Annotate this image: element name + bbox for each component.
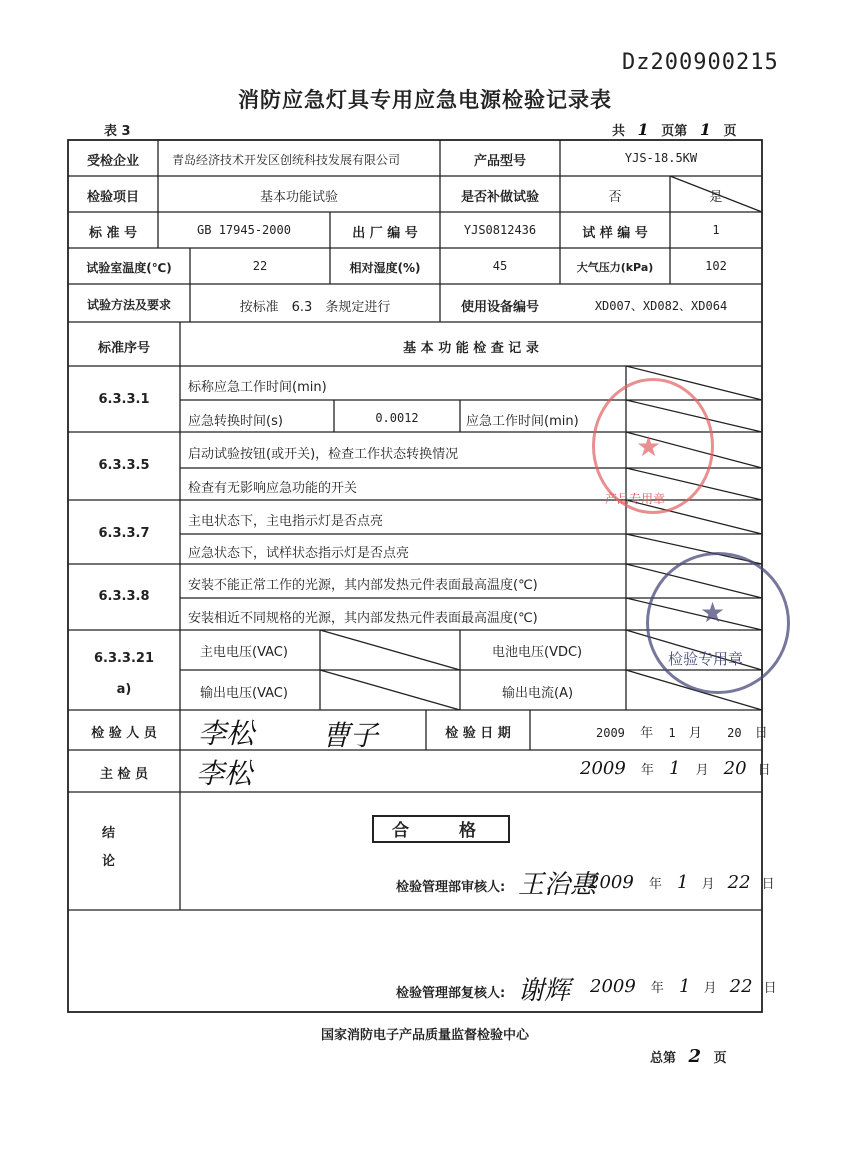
footer-total-num: 2 (688, 1046, 702, 1067)
footer-total (650, 1046, 727, 1067)
recheck-date (590, 976, 777, 997)
clause-6335: 6.3.3.5 (98, 458, 150, 473)
blue-seal-star-icon: ★ (700, 596, 726, 629)
chief-month: 1 (669, 758, 681, 779)
review-month-unit: 月 (701, 877, 715, 892)
recheck-month: 1 (679, 976, 691, 997)
model-label: 产品型号 (473, 154, 526, 169)
chief-day-unit: 日 (757, 763, 771, 778)
emergency-time-label: 应急工作时间(min) (466, 414, 579, 429)
main-voltage-label: 主电电压(VAC) (200, 645, 288, 660)
clause-6338: 6.3.3.8 (98, 589, 150, 604)
temp-label: 试验室温度(℃) (86, 261, 172, 275)
inspection-month: 1 (668, 726, 676, 740)
red-seal-star-icon: ★ (636, 430, 662, 463)
nominal-emergency-time-label: 标称应急工作时间(min) (188, 380, 327, 395)
page-mid: 页第 (661, 124, 688, 139)
inspector-label: 检 验 人 员 (91, 726, 157, 741)
pass-stamp: 合格 (372, 815, 510, 843)
rechecker-signature: 谢辉 (518, 976, 571, 1006)
supplement-label: 是否补做试验 (460, 190, 539, 205)
inspected-company-value: 青岛经济技术开发区创统科技发展有限公司 (172, 153, 401, 167)
review-year-unit: 年 (648, 877, 662, 892)
inspection-day-unit: 日 (754, 726, 768, 741)
standard-label: 标 准 号 (88, 226, 138, 241)
temp-similar-label: 安装相近不同规格的光源，其内部发热元件表面最高温度(℃) (188, 611, 538, 626)
page-current: 1 (699, 120, 711, 139)
chief-month-unit: 月 (695, 763, 709, 778)
clause-63321-a: a) (116, 682, 132, 697)
record-header: 基 本 功 能 检 查 记 录 (403, 341, 539, 356)
conclusion-label-1: 结 (102, 826, 116, 841)
chief-year: 2009 (580, 758, 626, 779)
chief-signature: 李松 (196, 757, 253, 790)
page-title: 消防应急灯具专用应急电源检验记录表 (238, 88, 612, 112)
conclusion-label-2: 论 (102, 854, 116, 869)
red-seal-text: 产品专用章 (605, 492, 666, 506)
item-value: 基本功能试验 (259, 190, 338, 205)
inspection-date (596, 722, 768, 741)
switch-time-value: 0.0012 (375, 411, 419, 425)
item-label: 检验项目 (86, 190, 139, 205)
sample-label: 试 样 编 号 (582, 226, 648, 241)
recheck-year-unit: 年 (650, 981, 664, 996)
model-value: YJS-18.5KW (624, 151, 698, 165)
standard-number-header: 标准序号 (97, 341, 150, 356)
review-date (588, 872, 775, 893)
inspected-company-label: 受检企业 (86, 154, 139, 169)
footer-center: 国家消防电子产品质量监督检验中心 (320, 1028, 529, 1043)
temp-fault-label: 安装不能正常工作的光源，其内部发热元件表面最高温度(℃) (188, 578, 538, 593)
inspection-year: 2009 (596, 726, 625, 740)
rechecker-label: 检验管理部复核人: (396, 986, 506, 1001)
chief-year-unit: 年 (640, 763, 654, 778)
method-label: 试验方法及要求 (86, 298, 171, 312)
clause-6331: 6.3.3.1 (98, 392, 150, 407)
supplement-no: 否 (608, 190, 622, 205)
sample-value: 1 (712, 223, 720, 237)
table-number: 表 3 (104, 124, 131, 139)
output-voltage-label: 输出电压(VAC) (200, 686, 288, 701)
equipment-label: 使用设备编号 (460, 300, 539, 315)
switch-check-label: 启动试验按钮(或开关)，检查工作状态转换情况 (188, 447, 459, 462)
pressure-value: 102 (705, 259, 727, 273)
page-prefix: 共 (612, 124, 626, 139)
clause-63321: 6.3.3.21 (93, 651, 155, 666)
chief-inspector-label: 主 检 员 (99, 767, 149, 782)
supplement-yes: 是 (709, 190, 723, 205)
clause-6337: 6.3.3.7 (98, 526, 150, 541)
page-suffix: 页 (723, 124, 737, 139)
recheck-day-unit: 日 (763, 981, 777, 996)
main-indicator-label: 主电状态下，主电指示灯是否点亮 (188, 514, 384, 529)
equipment-value: XD007、XD082、XD064 (594, 299, 728, 313)
humidity-value: 45 (492, 259, 508, 273)
inspection-date-label: 检 验 日 期 (445, 726, 511, 741)
reviewer-label: 检验管理部审核人: (396, 880, 506, 895)
recheck-year: 2009 (590, 976, 636, 997)
review-day-unit: 日 (761, 877, 775, 892)
review-year: 2009 (588, 872, 634, 893)
inspection-day: 20 (727, 726, 742, 740)
switch-time-label: 应急转换时间(s) (188, 414, 283, 429)
inspector-signature-1: 李松 (198, 717, 255, 750)
chief-day: 20 (723, 758, 747, 779)
blue-seal-text: 检验专用章 (668, 650, 744, 668)
chief-date (580, 758, 771, 779)
serial-label: 出 厂 编 号 (352, 226, 418, 241)
pressure-label: 大气压力(kPa) (576, 261, 654, 274)
battery-voltage-label: 电池电压(VDC) (492, 645, 583, 660)
status-indicator-label: 应急状态下，试样状态指示灯是否点亮 (188, 546, 410, 561)
footer-total-suffix: 页 (713, 1051, 727, 1066)
inspection-month-unit: 月 (688, 726, 702, 741)
inspector-signature-2: 曹子 (322, 719, 379, 752)
review-day: 22 (727, 872, 751, 893)
page-total: 1 (637, 120, 649, 139)
footer-total-prefix: 总第 (650, 1051, 677, 1066)
recheck-month-unit: 月 (703, 981, 717, 996)
review-month: 1 (677, 872, 689, 893)
switch-effect-label: 检查有无影响应急功能的开关 (188, 481, 358, 496)
temp-value: 22 (252, 259, 268, 273)
recheck-day: 22 (729, 976, 753, 997)
standard-value: GB 17945-2000 (197, 223, 291, 237)
method-value: 按标准 6.3 条规定进行 (239, 300, 391, 315)
reviewer-signature: 王治惠 (518, 870, 597, 900)
inspection-year-unit: 年 (640, 726, 654, 741)
humidity-label: 相对湿度(%) (349, 261, 421, 275)
document-id: Dz200900215 (622, 50, 779, 75)
output-current-label: 输出电流(A) (502, 686, 574, 701)
serial-value: YJS0812436 (463, 223, 537, 237)
